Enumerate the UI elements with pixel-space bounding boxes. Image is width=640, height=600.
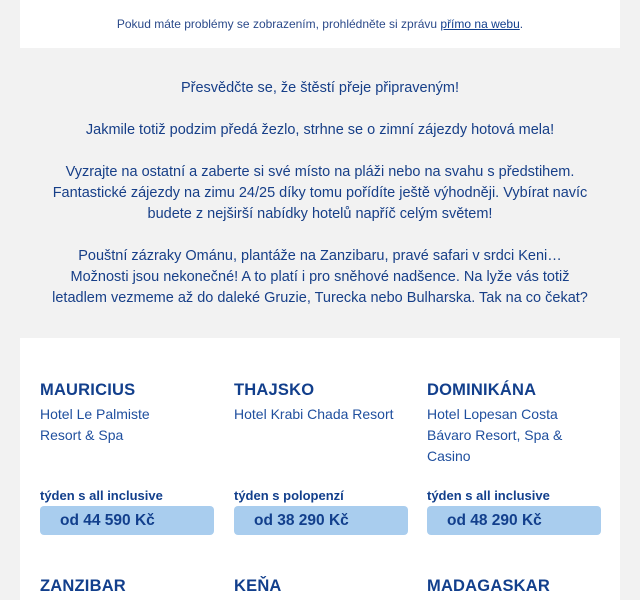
offer-hotel[interactable]: Hotel Le Palmiste Resort & Spa [40, 406, 150, 443]
offer-country: DOMINIKÁNA [427, 381, 537, 399]
offer-board: týden s all inclusive [427, 488, 550, 503]
offer-price-button[interactable]: od 38 290 Kč [234, 506, 408, 535]
offer-price-button[interactable]: od 44 590 Kč [40, 506, 214, 535]
offer-board: týden s polopenzí [234, 488, 344, 503]
offer-country: THAJSKO [234, 381, 315, 399]
preheader-text: Pokud máte problémy se zobrazením, prohlédněte si zprávu [116, 17, 441, 31]
offer-hotel[interactable]: Hotel Krabi Chada Resort [234, 406, 394, 422]
preheader [20, 0, 620, 48]
intro-section [20, 48, 620, 338]
offer-card-dominikana[interactable] [427, 381, 601, 541]
offer-country: ZANZIBAR [40, 577, 126, 595]
offers-grid [20, 338, 620, 600]
offer-country: MADAGASKAR [427, 577, 550, 595]
intro-paragraph-2: Jakmile totiž podzim předá žezlo, strhne se o zimní zájezdy hotová mela! [85, 122, 555, 138]
intro-paragraph-1: Přesvědčte se, že štěstí přeje připraveným! [180, 80, 460, 96]
offer-price-button[interactable]: od 48 290 Kč [427, 506, 601, 535]
intro-paragraph-3: Vyzrajte na ostatní a zaberte si své místo na pláži nebo na svahu s předstihem. Fantastické zájezdy na zimu 24/25 díky tomu pořídíte ještě výhodněji. Vybírat navíc budete z nejširší nabídky hotelů napříč celým světem! [52, 164, 588, 222]
view-online-link[interactable]: přímo na webu [440, 17, 520, 31]
offer-board: týden s all inclusive [40, 488, 163, 503]
offer-country: KEŇA [234, 577, 282, 595]
intro-paragraph-4: Pouštní zázraky Ománu, plantáže na Zanzibaru, pravé safari v srdci Keni… Možnosti jsou nekonečné! A to platí i pro sněhové nadšence. Na lyže vás totiž letadlem vezmeme až do daleké Gruzie, Turecka nebo Bulharska. Tak na co čekat? [52, 248, 588, 306]
offer-card-mauricius[interactable] [40, 381, 214, 541]
offer-hotel[interactable]: Hotel Lopesan Costa Bávaro Resort, Spa & Casino [427, 406, 563, 464]
offer-card-madagaskar[interactable] [427, 577, 601, 600]
offer-card-thajsko[interactable] [234, 381, 408, 541]
offer-country: MAURICIUS [40, 381, 136, 399]
preheader-suffix: . [519, 17, 524, 31]
offer-card-kena[interactable] [234, 577, 408, 600]
offer-card-zanzibar[interactable] [40, 577, 214, 600]
